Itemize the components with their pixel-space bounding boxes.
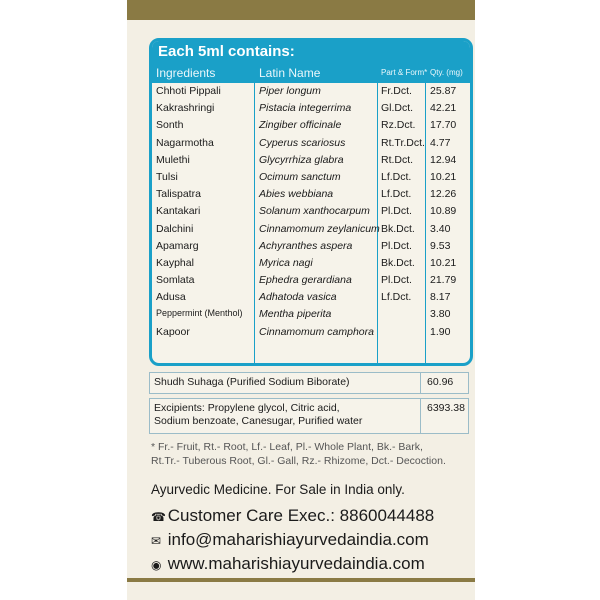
ingredient-name: Talispatra <box>156 188 201 201</box>
part-form: Lf.Dct. <box>381 291 412 304</box>
table-row <box>152 203 470 220</box>
excipients-line1: Excipients: Propylene glycol, Citric acid, <box>154 402 340 414</box>
quantity: 10.21 <box>430 170 457 183</box>
ingredient-name: Kakrashringi <box>156 102 215 115</box>
excipients-text <box>154 402 362 428</box>
ingredients-panel <box>149 38 473 366</box>
ayurvedic-statement: Ayurvedic Medicine. For Sale in India only. <box>151 482 405 497</box>
table-row <box>152 289 470 306</box>
latin-name: Zingiber officinale <box>259 119 342 132</box>
quantity: 42.21 <box>430 102 457 115</box>
latin-name: Myrica nagi <box>259 256 313 269</box>
part-form: Pl.Dct. <box>381 274 412 287</box>
quantity: 12.26 <box>430 188 457 201</box>
latin-name: Adhatoda vasica <box>259 291 337 304</box>
email-line[interactable] <box>151 530 429 550</box>
latin-name: Ephedra gerardiana <box>259 274 352 287</box>
excipients-line2: Sodium benzoate, Canesugar, Purified water <box>154 415 363 427</box>
part-form: Lf.Dct. <box>381 188 412 201</box>
quantity: 10.89 <box>430 205 457 218</box>
table-row <box>152 324 470 341</box>
latin-name: Cinnamomum zeylanicum <box>259 222 380 235</box>
customer-care <box>151 506 434 526</box>
table-row <box>152 117 470 134</box>
part-form: Bk.Dct. <box>381 256 415 269</box>
ingredient-rows <box>152 83 470 341</box>
quantity: 3.40 <box>430 222 451 235</box>
part-form: Rz.Dct. <box>381 119 416 132</box>
shudh-text: Shudh Suhaga (Purified Sodium Biborate) <box>154 376 350 388</box>
ingredient-name: Dalchini <box>156 222 194 235</box>
part-form: Gl.Dct. <box>381 102 414 115</box>
part-form: Lf.Dct. <box>381 170 412 183</box>
website-text[interactable]: www.maharishiayurvedaindia.com <box>167 554 425 573</box>
mail-icon: ✉ <box>151 534 162 548</box>
table-row <box>152 100 470 117</box>
ingredient-name: Chhoti Pippali <box>156 85 221 97</box>
latin-name: Ocimum sanctum <box>259 170 341 183</box>
website-line[interactable] <box>151 554 425 574</box>
quantity: 25.87 <box>430 85 457 97</box>
latin-name: Piper longum <box>259 85 321 97</box>
table-row <box>152 152 470 169</box>
table-row <box>152 306 470 323</box>
ingredient-name: Peppermint (Menthol) <box>156 308 243 319</box>
col-part: Part & Form* <box>381 68 428 77</box>
col-latin: Latin Name <box>259 66 321 80</box>
part-form: Rt.Dct. <box>381 153 414 166</box>
table-header <box>152 63 470 83</box>
shudh-qty: 60.96 <box>427 376 454 388</box>
quantity: 12.94 <box>430 153 457 166</box>
part-form: Bk.Dct. <box>381 222 415 235</box>
part-form: Pl.Dct. <box>381 239 412 252</box>
ingredient-name: Tulsi <box>156 170 178 183</box>
ingredient-name: Kantakari <box>156 205 201 218</box>
customer-care-text: Customer Care Exec.: 8860044488 <box>167 506 435 525</box>
ingredient-name: Adusa <box>156 291 186 304</box>
bottom-band <box>127 578 475 582</box>
table-row <box>152 135 470 152</box>
footnote <box>151 440 471 468</box>
top-band <box>127 0 475 20</box>
ingredient-name: Kapoor <box>156 325 190 338</box>
part-form: Pl.Dct. <box>381 205 412 218</box>
latin-name: Abies webbiana <box>259 188 334 201</box>
panel-title: Each 5ml contains: <box>152 41 470 63</box>
col-qty: Qty. (mg) <box>430 68 463 77</box>
ingredient-name: Nagarmotha <box>156 136 214 149</box>
table-row <box>152 83 470 100</box>
part-form: Rt.Tr.Dct. <box>381 136 425 149</box>
latin-name: Pistacia integerrima <box>259 102 352 115</box>
table-row <box>152 272 470 289</box>
footnote-line1: * Fr.- Fruit, Rt.- Root, Lf.- Leaf, Pl.- Whole Plant, Bk.- Bark, <box>151 441 423 453</box>
globe-icon: ◉ <box>151 558 162 572</box>
footnote-line2: Rt.Tr.- Tuberous Root, Gl.- Gall, Rz.- Rhizome, Dct.- Decoction. <box>151 455 446 467</box>
latin-name: Achyranthes aspera <box>259 239 353 252</box>
quantity: 4.77 <box>430 136 451 149</box>
col-divider <box>420 399 421 433</box>
latin-name: Glycyrrhiza glabra <box>259 153 344 166</box>
shudh-suhaga-row <box>149 372 469 394</box>
quantity: 17.70 <box>430 119 457 132</box>
ingredient-name: Somlata <box>156 274 195 287</box>
product-label <box>127 0 475 600</box>
latin-name: Solanum xanthocarpum <box>259 205 370 218</box>
table-row <box>152 255 470 272</box>
quantity: 10.21 <box>430 256 457 269</box>
quantity: 21.79 <box>430 274 457 287</box>
quantity: 8.17 <box>430 291 451 304</box>
ingredient-name: Sonth <box>156 119 184 132</box>
phone-icon: ☎ <box>151 510 166 524</box>
ingredient-name: Mulethi <box>156 153 190 166</box>
table-row <box>152 169 470 186</box>
ingredient-name: Apamarg <box>156 239 199 252</box>
ingredient-name: Kayphal <box>156 256 194 269</box>
table-row <box>152 186 470 203</box>
table-row <box>152 238 470 255</box>
quantity: 3.80 <box>430 308 451 321</box>
latin-name: Cyperus scariosus <box>259 136 346 149</box>
col-ingredients: Ingredients <box>156 66 216 80</box>
latin-name: Mentha piperita <box>259 308 332 321</box>
quantity: 1.90 <box>430 325 451 338</box>
email-text[interactable]: info@maharishiayurvedaindia.com <box>167 530 429 549</box>
table-row <box>152 221 470 238</box>
excipients-qty: 6393.38 <box>427 402 465 414</box>
excipients-row <box>149 398 469 434</box>
latin-name: Cinnamomum camphora <box>259 325 374 338</box>
part-form: Fr.Dct. <box>381 85 412 97</box>
quantity: 9.53 <box>430 239 451 252</box>
col-divider <box>420 373 421 393</box>
